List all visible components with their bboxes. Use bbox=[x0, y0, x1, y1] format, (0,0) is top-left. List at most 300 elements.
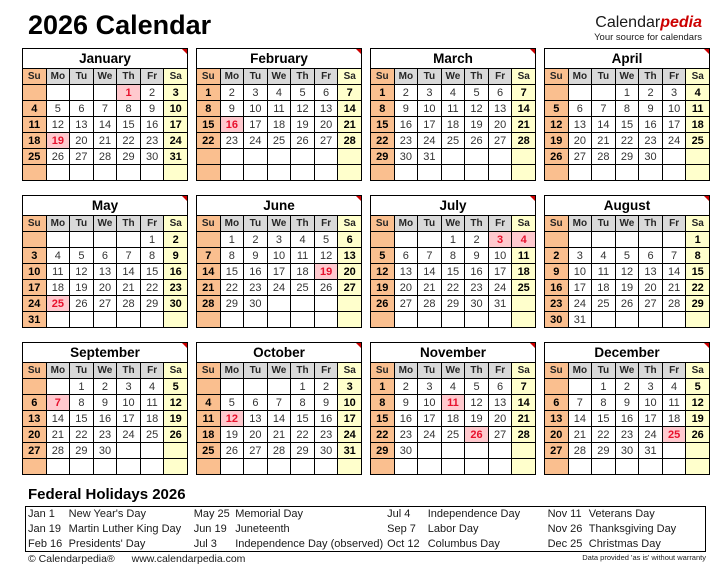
day-cell bbox=[592, 459, 616, 475]
week-row bbox=[23, 133, 188, 149]
weekday-mo: Mo bbox=[46, 69, 70, 85]
holiday-date: Sep 7 bbox=[387, 523, 416, 535]
day-cell: 4 bbox=[441, 85, 465, 101]
weekday-sa: Sa bbox=[338, 69, 362, 85]
day-cell bbox=[338, 312, 362, 328]
day-cell bbox=[686, 149, 710, 165]
day-cell: 21 bbox=[568, 427, 592, 443]
day-cell: 4 bbox=[512, 232, 536, 248]
day-cell bbox=[441, 165, 465, 181]
day-cell: 30 bbox=[164, 296, 188, 312]
month-name: February bbox=[250, 51, 308, 66]
week-row bbox=[23, 395, 188, 411]
day-cell bbox=[220, 459, 244, 475]
day-cell bbox=[70, 165, 94, 181]
day-cell bbox=[23, 459, 47, 475]
logo-tagline: Your source for calendars bbox=[594, 31, 702, 43]
website-link[interactable]: www.calendarpedia.com bbox=[131, 553, 246, 565]
day-cell: 9 bbox=[465, 248, 489, 264]
day-cell: 23 bbox=[220, 133, 244, 149]
weekday-fr: Fr bbox=[140, 69, 164, 85]
day-cell: 4 bbox=[662, 379, 686, 395]
day-cell: 13 bbox=[488, 101, 512, 117]
day-cell bbox=[662, 443, 686, 459]
weekday-we: We bbox=[441, 363, 465, 379]
day-cell: 17 bbox=[418, 411, 442, 427]
day-cell bbox=[46, 459, 70, 475]
day-cell: 2 bbox=[220, 85, 244, 101]
day-cell: 12 bbox=[371, 264, 395, 280]
federal-holidays-section bbox=[25, 486, 706, 552]
month-name: May bbox=[91, 198, 119, 213]
day-cell: 29 bbox=[117, 149, 141, 165]
day-cell: 4 bbox=[686, 85, 710, 101]
day-cell: 7 bbox=[662, 248, 686, 264]
day-cell bbox=[418, 165, 442, 181]
week-row bbox=[371, 379, 536, 395]
day-cell: 30 bbox=[615, 443, 639, 459]
day-cell: 2 bbox=[93, 379, 117, 395]
day-cell bbox=[291, 149, 315, 165]
weekday-sa: Sa bbox=[512, 69, 536, 85]
day-cell: 5 bbox=[615, 248, 639, 264]
day-cell bbox=[23, 379, 47, 395]
day-cell: 9 bbox=[545, 264, 569, 280]
day-cell: 3 bbox=[418, 379, 442, 395]
day-cell: 8 bbox=[686, 248, 710, 264]
day-cell: 19 bbox=[545, 133, 569, 149]
month-name: April bbox=[611, 51, 643, 66]
day-cell: 31 bbox=[639, 443, 663, 459]
day-cell bbox=[46, 379, 70, 395]
day-cell: 11 bbox=[686, 101, 710, 117]
day-cell: 22 bbox=[615, 133, 639, 149]
day-cell: 28 bbox=[338, 133, 362, 149]
day-cell: 9 bbox=[615, 395, 639, 411]
holiday-name: Juneteenth bbox=[235, 523, 290, 535]
day-cell: 8 bbox=[70, 395, 94, 411]
week-row bbox=[23, 411, 188, 427]
day-cell: 7 bbox=[46, 395, 70, 411]
day-cell: 27 bbox=[338, 280, 362, 296]
day-cell: 12 bbox=[70, 264, 94, 280]
day-cell: 6 bbox=[545, 395, 569, 411]
day-cell bbox=[488, 149, 512, 165]
day-cell: 17 bbox=[164, 117, 188, 133]
day-cell: 2 bbox=[394, 85, 418, 101]
day-cell: 19 bbox=[314, 264, 338, 280]
day-cell: 9 bbox=[394, 101, 418, 117]
day-cell: 25 bbox=[441, 133, 465, 149]
day-cell: 2 bbox=[394, 379, 418, 395]
day-cell: 3 bbox=[639, 379, 663, 395]
week-row bbox=[545, 133, 710, 149]
day-cell: 15 bbox=[371, 411, 395, 427]
day-cell bbox=[639, 232, 663, 248]
day-cell: 8 bbox=[615, 101, 639, 117]
day-cell: 16 bbox=[164, 264, 188, 280]
day-cell: 18 bbox=[46, 280, 70, 296]
day-cell bbox=[371, 232, 395, 248]
day-cell: 12 bbox=[465, 101, 489, 117]
day-cell: 20 bbox=[93, 280, 117, 296]
day-cell: 10 bbox=[568, 264, 592, 280]
day-cell: 24 bbox=[23, 296, 47, 312]
week-row bbox=[197, 427, 362, 443]
day-cell: 13 bbox=[488, 395, 512, 411]
day-cell: 14 bbox=[267, 411, 291, 427]
day-cell bbox=[662, 459, 686, 475]
day-cell: 10 bbox=[164, 101, 188, 117]
weekday-su: Su bbox=[371, 363, 395, 379]
weekday-su: Su bbox=[371, 216, 395, 232]
day-cell: 15 bbox=[615, 117, 639, 133]
day-cell: 27 bbox=[488, 427, 512, 443]
day-cell: 20 bbox=[338, 264, 362, 280]
week-row bbox=[23, 117, 188, 133]
month-calendar bbox=[544, 342, 710, 475]
day-cell bbox=[592, 85, 616, 101]
day-cell bbox=[418, 312, 442, 328]
week-row bbox=[197, 411, 362, 427]
holiday-date: Oct 12 bbox=[387, 537, 420, 550]
day-cell: 18 bbox=[441, 117, 465, 133]
day-cell: 6 bbox=[23, 395, 47, 411]
day-cell: 8 bbox=[291, 395, 315, 411]
day-cell bbox=[197, 312, 221, 328]
day-cell bbox=[568, 379, 592, 395]
weekday-tu: Tu bbox=[70, 216, 94, 232]
day-cell: 3 bbox=[23, 248, 47, 264]
week-row bbox=[23, 149, 188, 165]
day-cell: 7 bbox=[418, 248, 442, 264]
day-cell: 24 bbox=[338, 427, 362, 443]
month-grid bbox=[544, 362, 710, 475]
day-cell: 5 bbox=[46, 101, 70, 117]
day-cell: 6 bbox=[639, 248, 663, 264]
weekday-header-row bbox=[545, 363, 710, 379]
day-cell bbox=[568, 165, 592, 181]
day-cell: 28 bbox=[512, 133, 536, 149]
day-cell: 28 bbox=[512, 427, 536, 443]
weekday-th: Th bbox=[465, 363, 489, 379]
day-cell: 3 bbox=[338, 379, 362, 395]
weekday-tu: Tu bbox=[592, 363, 616, 379]
day-cell bbox=[23, 85, 47, 101]
weekday-mo: Mo bbox=[568, 69, 592, 85]
day-cell: 24 bbox=[164, 133, 188, 149]
holiday-name: Labor Day bbox=[427, 523, 479, 535]
day-cell bbox=[371, 165, 395, 181]
day-cell: 2 bbox=[314, 379, 338, 395]
week-row bbox=[23, 165, 188, 181]
day-cell: 17 bbox=[338, 411, 362, 427]
day-cell: 16 bbox=[140, 117, 164, 133]
day-cell bbox=[512, 149, 536, 165]
day-cell: 13 bbox=[70, 117, 94, 133]
day-cell bbox=[488, 443, 512, 459]
day-cell: 15 bbox=[117, 117, 141, 133]
month-grid bbox=[22, 215, 188, 328]
day-cell: 15 bbox=[592, 411, 616, 427]
day-cell: 14 bbox=[46, 411, 70, 427]
day-cell: 28 bbox=[93, 149, 117, 165]
day-cell bbox=[70, 232, 94, 248]
day-cell: 18 bbox=[197, 427, 221, 443]
week-row bbox=[23, 101, 188, 117]
day-cell: 8 bbox=[117, 101, 141, 117]
day-cell: 6 bbox=[314, 85, 338, 101]
day-cell bbox=[441, 443, 465, 459]
holiday-date: Dec 25 bbox=[547, 537, 583, 550]
day-cell bbox=[662, 232, 686, 248]
month-grid bbox=[196, 362, 362, 475]
week-row bbox=[197, 117, 362, 133]
day-cell: 14 bbox=[592, 117, 616, 133]
day-cell: 19 bbox=[615, 280, 639, 296]
day-cell: 16 bbox=[615, 411, 639, 427]
day-cell bbox=[93, 85, 117, 101]
day-cell: 21 bbox=[592, 133, 616, 149]
weekday-fr: Fr bbox=[140, 363, 164, 379]
comment-marker-icon bbox=[704, 49, 709, 54]
weekday-th: Th bbox=[465, 216, 489, 232]
day-cell: 5 bbox=[314, 232, 338, 248]
week-row bbox=[197, 264, 362, 280]
weekday-header-row bbox=[197, 363, 362, 379]
month-calendar bbox=[370, 48, 536, 181]
day-cell: 2 bbox=[140, 85, 164, 101]
week-row bbox=[371, 395, 536, 411]
weekday-tu: Tu bbox=[244, 363, 268, 379]
day-cell: 11 bbox=[662, 395, 686, 411]
day-cell: 1 bbox=[197, 85, 221, 101]
day-cell bbox=[545, 85, 569, 101]
day-cell: 15 bbox=[371, 117, 395, 133]
day-cell: 16 bbox=[93, 411, 117, 427]
month-calendar bbox=[544, 48, 710, 181]
week-row bbox=[197, 248, 362, 264]
day-cell bbox=[140, 312, 164, 328]
day-cell: 20 bbox=[639, 280, 663, 296]
day-cell: 29 bbox=[70, 443, 94, 459]
week-row bbox=[545, 312, 710, 328]
day-cell: 17 bbox=[23, 280, 47, 296]
day-cell: 15 bbox=[686, 264, 710, 280]
day-cell bbox=[592, 312, 616, 328]
week-row bbox=[545, 379, 710, 395]
day-cell: 18 bbox=[592, 280, 616, 296]
day-cell bbox=[267, 296, 291, 312]
day-cell: 12 bbox=[686, 395, 710, 411]
day-cell: 25 bbox=[291, 280, 315, 296]
holiday-name: Thanksgiving Day bbox=[588, 523, 677, 535]
day-cell: 19 bbox=[46, 133, 70, 149]
day-cell: 1 bbox=[371, 85, 395, 101]
day-cell: 14 bbox=[93, 117, 117, 133]
day-cell: 29 bbox=[686, 296, 710, 312]
weekday-sa: Sa bbox=[686, 363, 710, 379]
day-cell bbox=[394, 165, 418, 181]
day-cell: 4 bbox=[197, 395, 221, 411]
weekday-header-row bbox=[197, 216, 362, 232]
day-cell: 1 bbox=[70, 379, 94, 395]
day-cell: 22 bbox=[70, 427, 94, 443]
weekday-su: Su bbox=[545, 69, 569, 85]
day-cell: 28 bbox=[662, 296, 686, 312]
day-cell: 25 bbox=[23, 149, 47, 165]
day-cell: 26 bbox=[615, 296, 639, 312]
day-cell: 12 bbox=[615, 264, 639, 280]
day-cell: 18 bbox=[140, 411, 164, 427]
month-calendar bbox=[196, 342, 362, 475]
day-cell: 5 bbox=[371, 248, 395, 264]
day-cell: 17 bbox=[568, 280, 592, 296]
day-cell: 12 bbox=[164, 395, 188, 411]
day-cell bbox=[46, 312, 70, 328]
day-cell bbox=[662, 149, 686, 165]
day-cell bbox=[512, 296, 536, 312]
weekday-th: Th bbox=[465, 69, 489, 85]
day-cell: 26 bbox=[46, 149, 70, 165]
day-cell: 22 bbox=[371, 427, 395, 443]
day-cell: 22 bbox=[686, 280, 710, 296]
day-cell: 16 bbox=[314, 411, 338, 427]
day-cell: 29 bbox=[615, 149, 639, 165]
day-cell: 10 bbox=[639, 395, 663, 411]
comment-marker-icon bbox=[704, 196, 709, 201]
holiday-date: Jun 19 bbox=[193, 523, 227, 535]
day-cell: 7 bbox=[512, 379, 536, 395]
month-calendar bbox=[22, 342, 188, 475]
day-cell: 14 bbox=[418, 264, 442, 280]
weekday-header-row bbox=[545, 216, 710, 232]
day-cell bbox=[244, 165, 268, 181]
day-cell bbox=[512, 443, 536, 459]
week-row bbox=[371, 248, 536, 264]
weekday-sa: Sa bbox=[686, 69, 710, 85]
day-cell: 22 bbox=[371, 133, 395, 149]
day-cell: 27 bbox=[488, 133, 512, 149]
month-title bbox=[196, 342, 362, 362]
weekday-mo: Mo bbox=[220, 69, 244, 85]
day-cell: 27 bbox=[314, 133, 338, 149]
weekday-header-row bbox=[371, 216, 536, 232]
day-cell bbox=[197, 149, 221, 165]
holiday-name: Memorial Day bbox=[235, 508, 304, 521]
weekday-mo: Mo bbox=[394, 216, 418, 232]
weekday-th: Th bbox=[117, 216, 141, 232]
day-cell: 8 bbox=[592, 395, 616, 411]
day-cell: 4 bbox=[441, 379, 465, 395]
day-cell: 16 bbox=[639, 117, 663, 133]
weekday-su: Su bbox=[545, 363, 569, 379]
weekday-th: Th bbox=[117, 69, 141, 85]
logo-wordmark bbox=[594, 14, 702, 32]
day-cell bbox=[465, 312, 489, 328]
day-cell: 19 bbox=[465, 117, 489, 133]
day-cell: 23 bbox=[465, 280, 489, 296]
day-cell bbox=[197, 379, 221, 395]
day-cell: 16 bbox=[244, 264, 268, 280]
month-name: July bbox=[439, 198, 467, 213]
day-cell bbox=[267, 379, 291, 395]
week-row bbox=[545, 101, 710, 117]
day-cell: 17 bbox=[244, 117, 268, 133]
day-cell: 23 bbox=[314, 427, 338, 443]
day-cell: 29 bbox=[371, 149, 395, 165]
day-cell: 26 bbox=[465, 133, 489, 149]
day-cell: 10 bbox=[244, 101, 268, 117]
weekday-tu: Tu bbox=[592, 69, 616, 85]
day-cell: 6 bbox=[394, 248, 418, 264]
weekday-sa: Sa bbox=[686, 216, 710, 232]
day-cell bbox=[662, 312, 686, 328]
weekday-fr: Fr bbox=[662, 363, 686, 379]
day-cell bbox=[512, 312, 536, 328]
day-cell: 24 bbox=[662, 133, 686, 149]
week-row bbox=[371, 117, 536, 133]
day-cell: 8 bbox=[371, 395, 395, 411]
weekday-tu: Tu bbox=[70, 363, 94, 379]
day-cell: 22 bbox=[140, 280, 164, 296]
day-cell bbox=[686, 443, 710, 459]
day-cell bbox=[568, 232, 592, 248]
day-cell: 2 bbox=[164, 232, 188, 248]
day-cell: 2 bbox=[545, 248, 569, 264]
day-cell: 18 bbox=[686, 117, 710, 133]
holiday-date: Jul 3 bbox=[193, 537, 217, 550]
weekday-mo: Mo bbox=[220, 216, 244, 232]
month-title bbox=[544, 342, 710, 362]
day-cell: 17 bbox=[662, 117, 686, 133]
day-cell: 3 bbox=[244, 85, 268, 101]
month-title bbox=[370, 342, 536, 362]
day-cell bbox=[338, 149, 362, 165]
holiday-date: Nov 26 bbox=[547, 523, 583, 535]
day-cell: 13 bbox=[314, 101, 338, 117]
weekday-su: Su bbox=[23, 363, 47, 379]
weekday-mo: Mo bbox=[568, 363, 592, 379]
week-row bbox=[197, 395, 362, 411]
day-cell bbox=[117, 232, 141, 248]
weekday-fr: Fr bbox=[488, 216, 512, 232]
day-cell: 24 bbox=[639, 427, 663, 443]
day-cell bbox=[488, 459, 512, 475]
day-cell bbox=[70, 459, 94, 475]
day-cell: 12 bbox=[220, 411, 244, 427]
day-cell: 1 bbox=[686, 232, 710, 248]
day-cell: 14 bbox=[512, 395, 536, 411]
weekday-fr: Fr bbox=[662, 69, 686, 85]
day-cell: 9 bbox=[314, 395, 338, 411]
comment-marker-icon bbox=[530, 343, 535, 348]
holiday-date: May 25 bbox=[193, 508, 230, 521]
day-cell bbox=[465, 165, 489, 181]
day-cell: 4 bbox=[291, 232, 315, 248]
month-grid bbox=[370, 215, 536, 328]
day-cell bbox=[46, 232, 70, 248]
day-cell bbox=[23, 232, 47, 248]
day-cell bbox=[615, 459, 639, 475]
day-cell: 13 bbox=[93, 264, 117, 280]
day-cell: 31 bbox=[23, 312, 47, 328]
day-cell bbox=[164, 165, 188, 181]
day-cell: 25 bbox=[686, 133, 710, 149]
weekday-sa: Sa bbox=[512, 363, 536, 379]
day-cell bbox=[441, 459, 465, 475]
day-cell: 19 bbox=[291, 117, 315, 133]
